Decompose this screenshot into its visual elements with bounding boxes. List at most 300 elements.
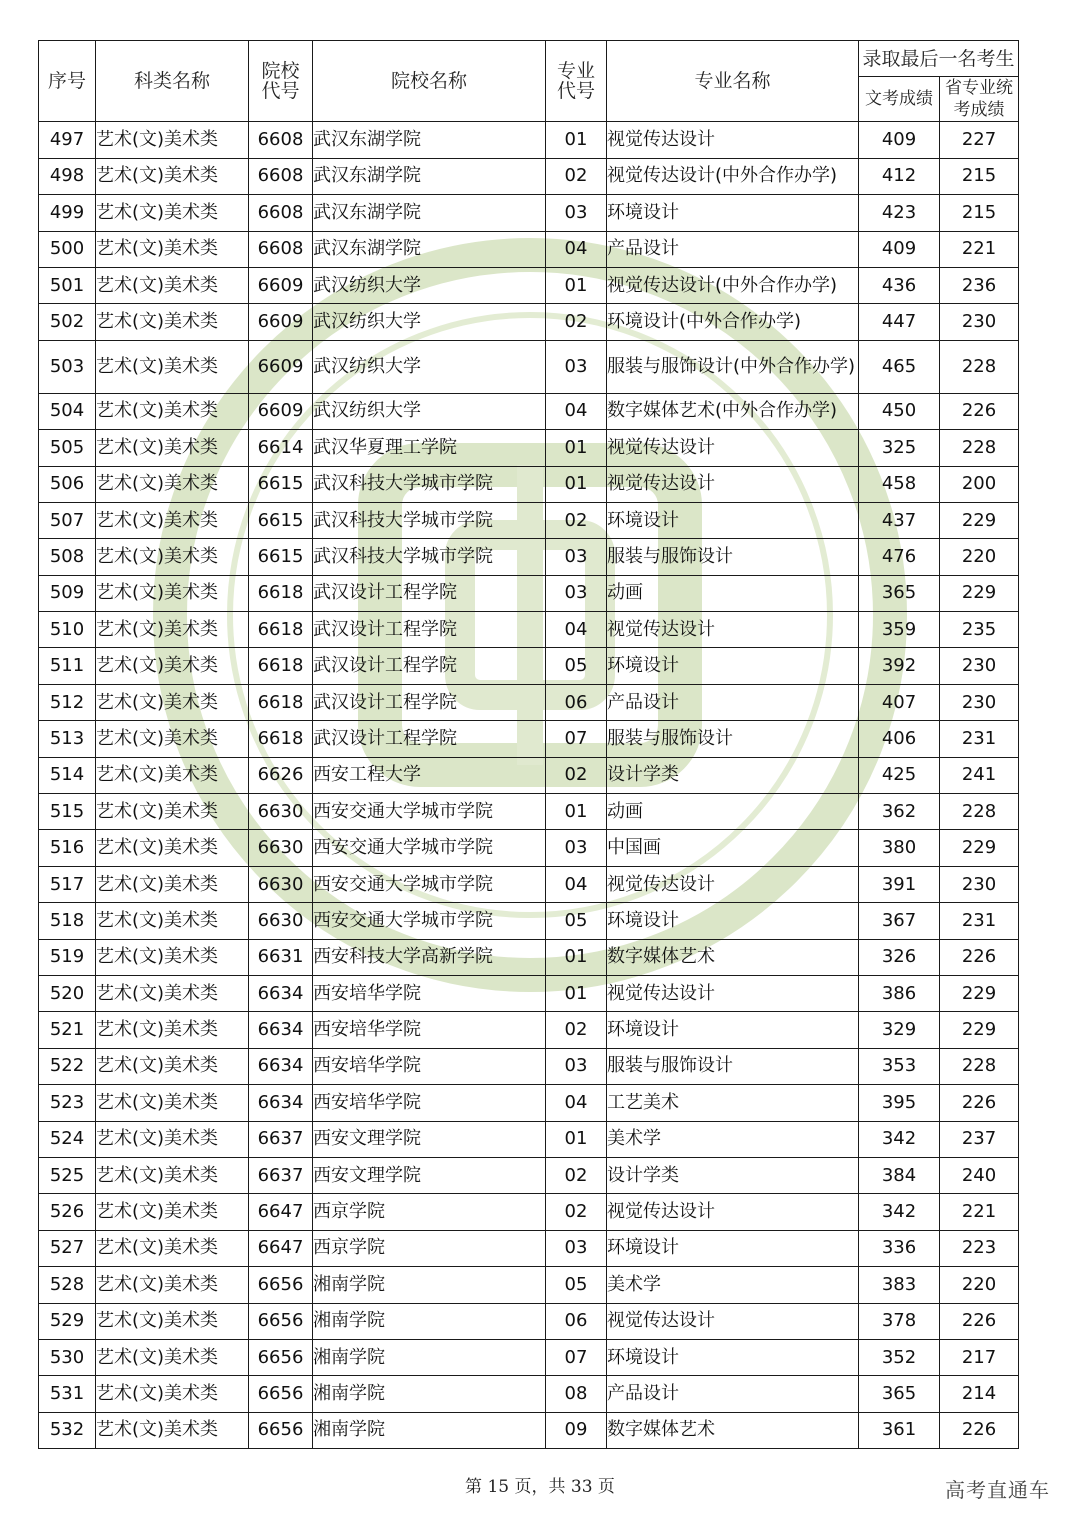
cell-seq: 526: [39, 1194, 96, 1230]
cell-culture-score: 342: [859, 1121, 940, 1157]
cell-art-score: 221: [940, 231, 1019, 267]
cell-major-name: 环境设计: [607, 195, 859, 231]
cell-major-code: 06: [546, 684, 607, 720]
cell-seq: 530: [39, 1339, 96, 1375]
cell-school-code: 6631: [249, 939, 313, 975]
cell-major-code: 03: [546, 1048, 607, 1084]
cell-category: 艺术(文)美术类: [96, 903, 249, 939]
col-header-last-admitted: 录取最后一名考生: [859, 41, 1019, 77]
table-body: [39, 122, 1019, 1449]
cell-art-score: 230: [940, 684, 1019, 720]
table-row: [39, 1339, 1019, 1375]
table-row: [39, 195, 1019, 231]
cell-art-score: 227: [940, 122, 1019, 158]
cell-school-name: 武汉东湖学院: [313, 231, 546, 267]
table-row: [39, 1048, 1019, 1084]
cell-seq: 517: [39, 866, 96, 902]
cell-seq: 516: [39, 830, 96, 866]
table-row: [39, 304, 1019, 340]
cell-seq: 503: [39, 340, 96, 393]
cell-category: 艺术(文)美术类: [96, 393, 249, 429]
cell-school-code: 6608: [249, 195, 313, 231]
cell-major-name: 工艺美术: [607, 1085, 859, 1121]
cell-art-score: 226: [940, 939, 1019, 975]
cell-seq: 501: [39, 267, 96, 303]
cell-school-name: 西安培华学院: [313, 1048, 546, 1084]
cell-art-score: 228: [940, 1048, 1019, 1084]
cell-major-code: 01: [546, 122, 607, 158]
cell-school-code: 6615: [249, 466, 313, 502]
cell-art-score: 220: [940, 539, 1019, 575]
col-header-seq: 序号: [39, 41, 96, 122]
cell-culture-score: 423: [859, 195, 940, 231]
cell-art-score: 230: [940, 866, 1019, 902]
cell-category: 艺术(文)美术类: [96, 340, 249, 393]
cell-category: 艺术(文)美术类: [96, 830, 249, 866]
cell-major-code: 03: [546, 340, 607, 393]
cell-school-name: 西安培华学院: [313, 975, 546, 1011]
cell-culture-score: 352: [859, 1339, 940, 1375]
table-row: [39, 122, 1019, 158]
cell-major-name: 环境设计: [607, 648, 859, 684]
cell-major-name: 产品设计: [607, 1376, 859, 1412]
cell-school-name: 西安交通大学城市学院: [313, 830, 546, 866]
cell-major-code: 08: [546, 1376, 607, 1412]
cell-art-score: 226: [940, 1412, 1019, 1448]
table-row: [39, 1157, 1019, 1193]
cell-art-score: 236: [940, 267, 1019, 303]
cell-art-score: 200: [940, 466, 1019, 502]
cell-category: 艺术(文)美术类: [96, 502, 249, 538]
cell-major-name: 数字媒体艺术(中外合作办学): [607, 393, 859, 429]
cell-major-code: 07: [546, 721, 607, 757]
cell-major-name: 环境设计: [607, 903, 859, 939]
cell-major-code: 06: [546, 1303, 607, 1339]
cell-art-score: 220: [940, 1267, 1019, 1303]
cell-major-code: 03: [546, 1230, 607, 1266]
cell-seq: 504: [39, 393, 96, 429]
cell-category: 艺术(文)美术类: [96, 1194, 249, 1230]
cell-major-name: 环境设计: [607, 1230, 859, 1266]
cell-school-code: 6656: [249, 1303, 313, 1339]
cell-category: 艺术(文)美术类: [96, 1157, 249, 1193]
cell-major-code: 02: [546, 757, 607, 793]
table-row: [39, 158, 1019, 194]
cell-school-name: 湘南学院: [313, 1376, 546, 1412]
cell-category: 艺术(文)美术类: [96, 1339, 249, 1375]
cell-school-code: 6609: [249, 304, 313, 340]
cell-category: 艺术(文)美术类: [96, 158, 249, 194]
cell-school-name: 武汉东湖学院: [313, 195, 546, 231]
table-row: [39, 1303, 1019, 1339]
cell-school-code: 6609: [249, 267, 313, 303]
cell-culture-score: 412: [859, 158, 940, 194]
cell-category: 艺术(文)美术类: [96, 539, 249, 575]
cell-major-name: 数字媒体艺术: [607, 939, 859, 975]
table-row: [39, 1412, 1019, 1448]
cell-school-name: 武汉纺织大学: [313, 304, 546, 340]
cell-art-score: 241: [940, 757, 1019, 793]
cell-major-name: 中国画: [607, 830, 859, 866]
cell-school-name: 西京学院: [313, 1230, 546, 1266]
cell-category: 艺术(文)美术类: [96, 1412, 249, 1448]
cell-seq: 523: [39, 1085, 96, 1121]
cell-culture-score: 436: [859, 267, 940, 303]
cell-major-name: 服装与服饰设计: [607, 1048, 859, 1084]
cell-art-score: 240: [940, 1157, 1019, 1193]
brand-label: 高考直通车: [945, 1478, 1050, 1502]
cell-major-name: 数字媒体艺术: [607, 1412, 859, 1448]
cell-art-score: 231: [940, 903, 1019, 939]
cell-school-name: 武汉设计工程学院: [313, 721, 546, 757]
cell-culture-score: 409: [859, 231, 940, 267]
admission-table: [38, 40, 1019, 1449]
cell-culture-score: 353: [859, 1048, 940, 1084]
cell-seq: 520: [39, 975, 96, 1011]
cell-seq: 506: [39, 466, 96, 502]
cell-culture-score: 409: [859, 122, 940, 158]
cell-seq: 529: [39, 1303, 96, 1339]
cell-art-score: 229: [940, 575, 1019, 611]
cell-culture-score: 465: [859, 340, 940, 393]
cell-school-code: 6656: [249, 1412, 313, 1448]
cell-major-code: 04: [546, 1085, 607, 1121]
cell-category: 艺术(文)美术类: [96, 721, 249, 757]
cell-major-code: 01: [546, 267, 607, 303]
cell-category: 艺术(文)美术类: [96, 1376, 249, 1412]
cell-school-code: 6637: [249, 1121, 313, 1157]
cell-school-name: 湘南学院: [313, 1303, 546, 1339]
cell-category: 艺术(文)美术类: [96, 1121, 249, 1157]
table-row: [39, 1121, 1019, 1157]
table-row: [39, 903, 1019, 939]
cell-art-score: 214: [940, 1376, 1019, 1412]
cell-category: 艺术(文)美术类: [96, 430, 249, 466]
cell-seq: 525: [39, 1157, 96, 1193]
cell-seq: 498: [39, 158, 96, 194]
cell-art-score: 231: [940, 721, 1019, 757]
cell-school-name: 武汉纺织大学: [313, 267, 546, 303]
cell-school-name: 西安交通大学城市学院: [313, 866, 546, 902]
cell-major-code: 01: [546, 430, 607, 466]
cell-category: 艺术(文)美术类: [96, 1303, 249, 1339]
cell-major-name: 视觉传达设计: [607, 1303, 859, 1339]
cell-culture-score: 476: [859, 539, 940, 575]
col-header-school-name: 院校名称: [313, 41, 546, 122]
cell-major-code: 03: [546, 539, 607, 575]
cell-major-name: 服装与服饰设计(中外合作办学): [607, 340, 859, 393]
cell-major-code: 02: [546, 158, 607, 194]
cell-school-name: 西安交通大学城市学院: [313, 903, 546, 939]
cell-major-name: 美术学: [607, 1121, 859, 1157]
table-row: [39, 1085, 1019, 1121]
cell-school-name: 西京学院: [313, 1194, 546, 1230]
cell-category: 艺术(文)美术类: [96, 1267, 249, 1303]
cell-seq: 502: [39, 304, 96, 340]
table-row: [39, 267, 1019, 303]
cell-school-code: 6608: [249, 122, 313, 158]
cell-seq: 508: [39, 539, 96, 575]
cell-seq: 499: [39, 195, 96, 231]
cell-category: 艺术(文)美术类: [96, 1085, 249, 1121]
cell-school-code: 6656: [249, 1376, 313, 1412]
cell-category: 艺术(文)美术类: [96, 794, 249, 830]
cell-seq: 524: [39, 1121, 96, 1157]
table-row: [39, 231, 1019, 267]
cell-major-name: 服装与服饰设计: [607, 721, 859, 757]
cell-art-score: 215: [940, 195, 1019, 231]
cell-major-name: 产品设计: [607, 231, 859, 267]
cell-category: 艺术(文)美术类: [96, 684, 249, 720]
cell-school-name: 武汉设计工程学院: [313, 575, 546, 611]
cell-school-code: 6656: [249, 1267, 313, 1303]
cell-culture-score: 425: [859, 757, 940, 793]
cell-school-name: 武汉科技大学城市学院: [313, 502, 546, 538]
cell-major-code: 04: [546, 231, 607, 267]
table-row: [39, 1230, 1019, 1266]
cell-school-code: 6608: [249, 231, 313, 267]
col-header-school-code: 院校 代号: [249, 41, 313, 122]
cell-major-name: 设计学类: [607, 757, 859, 793]
cell-art-score: 229: [940, 502, 1019, 538]
cell-school-code: 6618: [249, 648, 313, 684]
cell-school-code: 6637: [249, 1157, 313, 1193]
cell-culture-score: 437: [859, 502, 940, 538]
cell-category: 艺术(文)美术类: [96, 575, 249, 611]
cell-major-code: 04: [546, 393, 607, 429]
cell-culture-score: 362: [859, 794, 940, 830]
cell-major-code: 03: [546, 830, 607, 866]
cell-school-name: 武汉科技大学城市学院: [313, 539, 546, 575]
cell-category: 艺术(文)美术类: [96, 866, 249, 902]
cell-major-code: 02: [546, 304, 607, 340]
cell-school-code: 6618: [249, 721, 313, 757]
table-row: [39, 502, 1019, 538]
cell-art-score: 215: [940, 158, 1019, 194]
cell-category: 艺术(文)美术类: [96, 231, 249, 267]
cell-major-name: 美术学: [607, 1267, 859, 1303]
cell-major-name: 环境设计: [607, 1012, 859, 1048]
cell-major-name: 环境设计: [607, 502, 859, 538]
cell-category: 艺术(文)美术类: [96, 612, 249, 648]
cell-art-score: 223: [940, 1230, 1019, 1266]
cell-seq: 512: [39, 684, 96, 720]
cell-art-score: 228: [940, 794, 1019, 830]
cell-major-code: 03: [546, 575, 607, 611]
cell-major-name: 设计学类: [607, 1157, 859, 1193]
cell-school-name: 武汉设计工程学院: [313, 612, 546, 648]
cell-school-name: 西安交通大学城市学院: [313, 794, 546, 830]
cell-major-code: 04: [546, 612, 607, 648]
cell-school-name: 武汉东湖学院: [313, 122, 546, 158]
cell-major-name: 视觉传达设计: [607, 122, 859, 158]
cell-major-code: 02: [546, 1012, 607, 1048]
cell-culture-score: 380: [859, 830, 940, 866]
cell-seq: 505: [39, 430, 96, 466]
cell-major-name: 视觉传达设计: [607, 975, 859, 1011]
table-row: [39, 612, 1019, 648]
cell-major-name: 视觉传达设计: [607, 612, 859, 648]
cell-major-code: 02: [546, 502, 607, 538]
table-row: [39, 1194, 1019, 1230]
cell-art-score: 228: [940, 430, 1019, 466]
cell-major-name: 视觉传达设计: [607, 466, 859, 502]
cell-culture-score: 365: [859, 1376, 940, 1412]
cell-major-name: 动画: [607, 794, 859, 830]
cell-culture-score: 378: [859, 1303, 940, 1339]
cell-school-code: 6618: [249, 575, 313, 611]
cell-culture-score: 336: [859, 1230, 940, 1266]
cell-major-code: 03: [546, 195, 607, 231]
cell-category: 艺术(文)美术类: [96, 648, 249, 684]
cell-seq: 514: [39, 757, 96, 793]
cell-major-name: 视觉传达设计: [607, 866, 859, 902]
cell-school-code: 6634: [249, 1048, 313, 1084]
cell-seq: 509: [39, 575, 96, 611]
cell-seq: 513: [39, 721, 96, 757]
cell-seq: 515: [39, 794, 96, 830]
cell-art-score: 235: [940, 612, 1019, 648]
cell-seq: 521: [39, 1012, 96, 1048]
cell-major-name: 环境设计(中外合作办学): [607, 304, 859, 340]
cell-category: 艺术(文)美术类: [96, 304, 249, 340]
cell-school-name: 西安文理学院: [313, 1157, 546, 1193]
table-row: [39, 1012, 1019, 1048]
cell-seq: 497: [39, 122, 96, 158]
cell-school-code: 6647: [249, 1194, 313, 1230]
cell-school-code: 6630: [249, 903, 313, 939]
cell-art-score: 229: [940, 1012, 1019, 1048]
cell-culture-score: 447: [859, 304, 940, 340]
cell-school-code: 6615: [249, 539, 313, 575]
table-row: [39, 1267, 1019, 1303]
cell-major-code: 01: [546, 794, 607, 830]
table-row: [39, 939, 1019, 975]
cell-art-score: 226: [940, 393, 1019, 429]
cell-major-code: 02: [546, 1194, 607, 1230]
table-row: [39, 430, 1019, 466]
cell-school-code: 6647: [249, 1230, 313, 1266]
cell-art-score: 217: [940, 1339, 1019, 1375]
cell-major-name: 视觉传达设计: [607, 430, 859, 466]
cell-school-name: 武汉设计工程学院: [313, 684, 546, 720]
cell-school-name: 武汉华夏理工学院: [313, 430, 546, 466]
cell-culture-score: 383: [859, 1267, 940, 1303]
cell-school-code: 6609: [249, 393, 313, 429]
cell-school-code: 6626: [249, 757, 313, 793]
col-header-category: 科类名称: [96, 41, 249, 122]
col-header-culture-score: 文考成绩: [859, 77, 940, 122]
cell-culture-score: 384: [859, 1157, 940, 1193]
cell-major-code: 04: [546, 866, 607, 902]
cell-major-name: 视觉传达设计(中外合作办学): [607, 267, 859, 303]
cell-school-code: 6615: [249, 502, 313, 538]
col-header-major-name: 专业名称: [607, 41, 859, 122]
cell-category: 艺术(文)美术类: [96, 466, 249, 502]
cell-art-score: 229: [940, 975, 1019, 1011]
cell-school-name: 武汉纺织大学: [313, 393, 546, 429]
table-row: [39, 757, 1019, 793]
cell-school-code: 6634: [249, 1012, 313, 1048]
cell-school-code: 6630: [249, 866, 313, 902]
cell-major-name: 视觉传达设计(中外合作办学): [607, 158, 859, 194]
cell-school-code: 6618: [249, 684, 313, 720]
table-row: [39, 1376, 1019, 1412]
cell-school-name: 武汉科技大学城市学院: [313, 466, 546, 502]
cell-seq: 532: [39, 1412, 96, 1448]
cell-culture-score: 386: [859, 975, 940, 1011]
cell-culture-score: 329: [859, 1012, 940, 1048]
cell-seq: 507: [39, 502, 96, 538]
cell-category: 艺术(文)美术类: [96, 939, 249, 975]
cell-school-code: 6618: [249, 612, 313, 648]
col-header-major-code: 专业 代号: [546, 41, 607, 122]
cell-seq: 528: [39, 1267, 96, 1303]
cell-art-score: 237: [940, 1121, 1019, 1157]
cell-school-name: 武汉设计工程学院: [313, 648, 546, 684]
table-row: [39, 684, 1019, 720]
cell-major-name: 动画: [607, 575, 859, 611]
cell-culture-score: 395: [859, 1085, 940, 1121]
cell-seq: 519: [39, 939, 96, 975]
col-header-art-score: 省专业统 考成绩: [940, 77, 1019, 122]
cell-major-code: 01: [546, 939, 607, 975]
cell-culture-score: 406: [859, 721, 940, 757]
cell-major-code: 02: [546, 1157, 607, 1193]
cell-culture-score: 458: [859, 466, 940, 502]
cell-major-code: 09: [546, 1412, 607, 1448]
cell-culture-score: 450: [859, 393, 940, 429]
cell-seq: 531: [39, 1376, 96, 1412]
cell-school-name: 武汉纺织大学: [313, 340, 546, 393]
cell-category: 艺术(文)美术类: [96, 757, 249, 793]
cell-culture-score: 367: [859, 903, 940, 939]
cell-school-code: 6634: [249, 975, 313, 1011]
cell-art-score: 228: [940, 340, 1019, 393]
cell-school-code: 6609: [249, 340, 313, 393]
cell-culture-score: 325: [859, 430, 940, 466]
cell-category: 艺术(文)美术类: [96, 122, 249, 158]
cell-culture-score: 326: [859, 939, 940, 975]
cell-school-name: 武汉东湖学院: [313, 158, 546, 194]
cell-major-name: 产品设计: [607, 684, 859, 720]
cell-major-name: 环境设计: [607, 1339, 859, 1375]
cell-category: 艺术(文)美术类: [96, 1230, 249, 1266]
cell-school-code: 6608: [249, 158, 313, 194]
cell-major-code: 05: [546, 1267, 607, 1303]
cell-school-name: 西安工程大学: [313, 757, 546, 793]
cell-culture-score: 392: [859, 648, 940, 684]
cell-school-name: 西安培华学院: [313, 1085, 546, 1121]
table-row: [39, 340, 1019, 393]
cell-seq: 511: [39, 648, 96, 684]
cell-school-name: 西安文理学院: [313, 1121, 546, 1157]
cell-major-code: 01: [546, 1121, 607, 1157]
table-row: [39, 466, 1019, 502]
cell-major-name: 视觉传达设计: [607, 1194, 859, 1230]
cell-seq: 510: [39, 612, 96, 648]
cell-school-code: 6656: [249, 1339, 313, 1375]
cell-culture-score: 365: [859, 575, 940, 611]
cell-school-code: 6634: [249, 1085, 313, 1121]
table-row: [39, 975, 1019, 1011]
cell-category: 艺术(文)美术类: [96, 1048, 249, 1084]
cell-category: 艺术(文)美术类: [96, 267, 249, 303]
cell-art-score: 226: [940, 1303, 1019, 1339]
cell-school-name: 湘南学院: [313, 1339, 546, 1375]
page-number: 第 15 页，共 33 页: [465, 1477, 615, 1497]
table-row: [39, 648, 1019, 684]
